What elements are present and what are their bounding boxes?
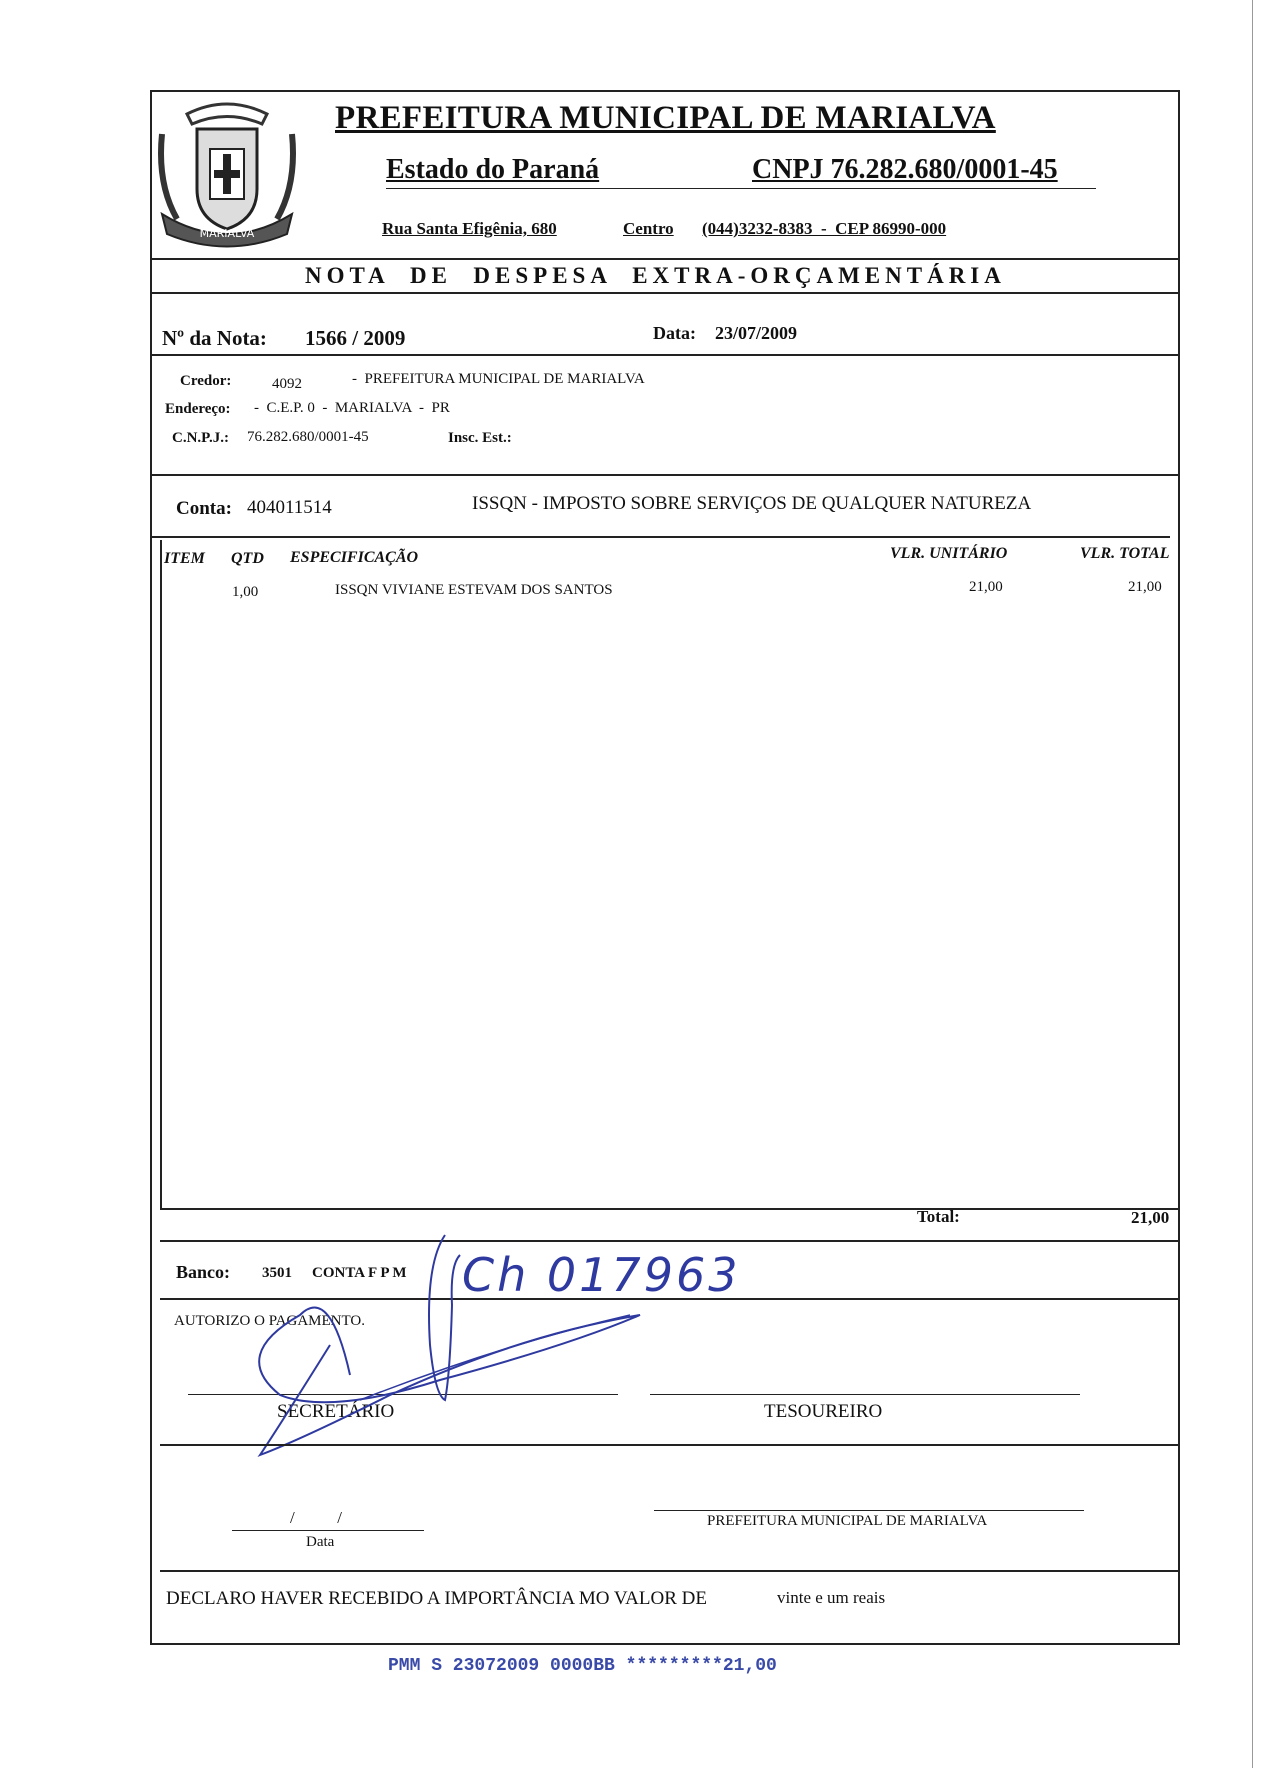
endereco-value: - C.E.P. 0 - MARIALVA - PR [254, 400, 450, 416]
receipt-date-slashes: / / [290, 1508, 342, 1527]
note-date: 23/07/2009 [715, 323, 798, 343]
total-value: 21,00 [1131, 1208, 1170, 1227]
account-description: ISSQN - IMPOSTO SOBRE SERVIÇOS DE QUALQUER NATUREZA [472, 493, 1032, 514]
payment-stamp: PMM S 23072009 0000BB *********21,00 [388, 1656, 777, 1676]
account-label: Conta: [176, 498, 232, 519]
insc-label: Insc. Est.: [448, 430, 512, 446]
note-number: 1566 / 2009 [305, 326, 406, 350]
cnpj-value: 76.282.680/0001-45 [247, 429, 369, 445]
item-total: 21,00 [1128, 579, 1162, 595]
credor-label: Credor: [180, 373, 232, 389]
document-title: NOTA DE DESPESA EXTRA-ORÇAMENTÁRIA [305, 263, 1006, 288]
credor-code: 4092 [272, 376, 302, 392]
header-state: Estado do Paraná [386, 154, 600, 185]
declaration-amount-words: vinte e um reais [777, 1588, 886, 1607]
account-number: 404011514 [247, 497, 332, 518]
receipt-entity-line [654, 1510, 1084, 1511]
header-cnpj: CNPJ 76.282.680/0001-45 [752, 154, 1058, 185]
receipt-date-label: Data [306, 1534, 335, 1550]
note-number-label: Nº da Nota: [162, 326, 267, 350]
bank-account: CONTA F P M [312, 1265, 407, 1281]
items-header-spec: ESPECIFICAÇÃO [290, 549, 419, 566]
divider-receipt [160, 1570, 1180, 1572]
divider-creditor [150, 474, 1180, 476]
header-phone-cep: (044)3232-8383 - CEP 86990-000 [702, 219, 947, 238]
header-state-underline [386, 188, 1096, 189]
declaration-text: DECLARO HAVER RECEBIDO A IMPORTÂNCIA MO VALOR DE [166, 1588, 707, 1609]
handwritten-check-number: Ch 017963 [462, 1248, 741, 1302]
header-title: PREFEITURA MUNICIPAL DE MARIALVA [335, 100, 996, 136]
items-left-border [160, 540, 162, 1210]
divider-note [150, 354, 1180, 356]
header-district: Centro [623, 219, 674, 238]
items-header-qtd: QTD [231, 550, 264, 567]
item-unit: 21,00 [969, 579, 1003, 595]
bank-label: Banco: [176, 1262, 230, 1282]
coat-of-arms-icon [152, 94, 302, 254]
receipt-date-line [232, 1530, 424, 1531]
receipt-entity: PREFEITURA MUNICIPAL DE MARIALVA [707, 1513, 988, 1529]
item-qtd: 1,00 [232, 584, 259, 600]
cnpj-label: C.N.P.J.: [172, 430, 229, 446]
items-header-total: VLR. TOTAL [1080, 545, 1170, 562]
divider-header [150, 258, 1180, 260]
authorization-text: AUTORIZO O PAGAMENTO. [174, 1313, 365, 1329]
note-date-label: Data: [653, 323, 696, 343]
endereco-label: Endereço: [165, 401, 231, 417]
divider-account [150, 536, 1170, 538]
divider-authorization [160, 1444, 1180, 1446]
total-label: Total: [917, 1207, 960, 1226]
divider-items-bottom [160, 1208, 1180, 1210]
items-header-unit: VLR. UNITÁRIO [890, 545, 1008, 562]
item-spec: ISSQN VIVIANE ESTEVAM DOS SANTOS [335, 582, 613, 598]
credor-name: - PREFEITURA MUNICIPAL DE MARIALVA [352, 371, 645, 387]
svg-text:MARIALVA: MARIALVA [199, 227, 255, 240]
scan-edge [1252, 0, 1253, 1768]
signature-scribble-icon [240, 1225, 660, 1465]
secretary-label: SECRETÁRIO [277, 1401, 395, 1422]
divider-title [150, 292, 1180, 294]
items-header-item: ITEM [164, 550, 205, 567]
treasurer-signature-line [650, 1394, 1080, 1395]
header-address: Rua Santa Efigênia, 680 [382, 219, 557, 238]
treasurer-label: TESOUREIRO [764, 1401, 883, 1422]
bank-code: 3501 [262, 1265, 292, 1281]
